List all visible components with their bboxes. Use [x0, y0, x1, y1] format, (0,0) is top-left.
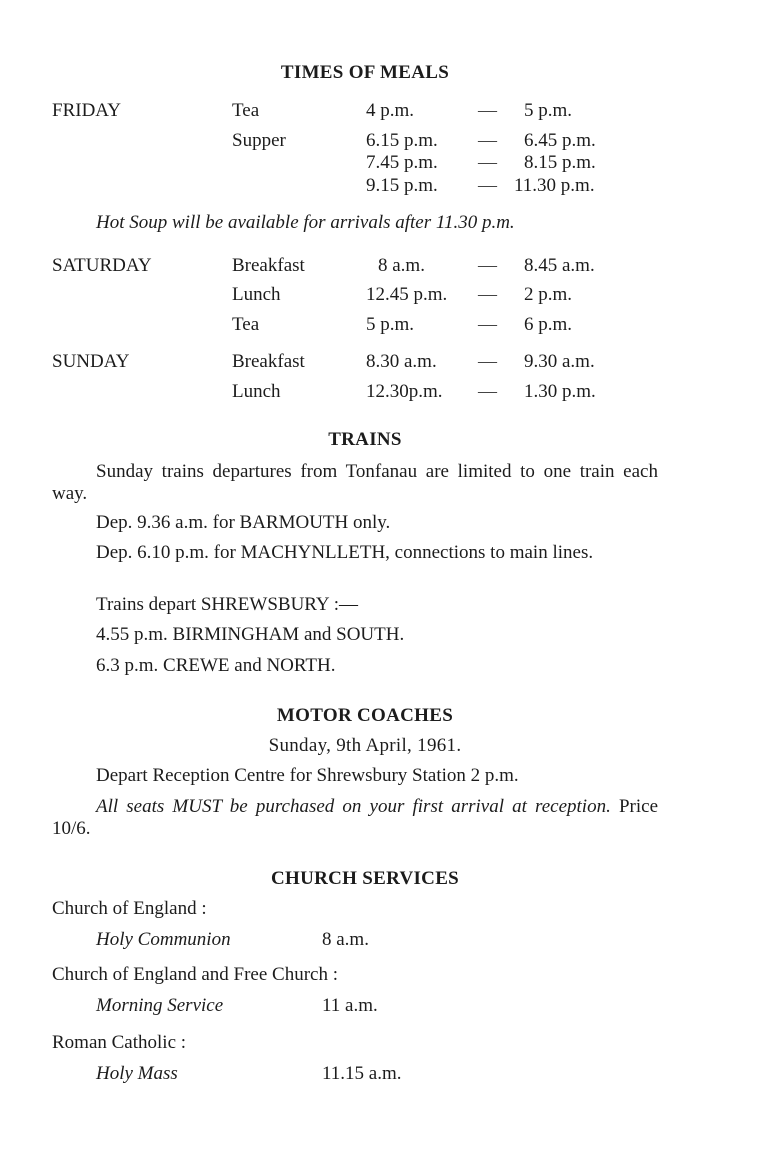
meal-end: 6 p.m.: [524, 314, 573, 335]
trains-line-shrewsbury: Trains depart SHREWSBURY :—: [96, 594, 358, 615]
service-name: Holy Communion: [96, 929, 231, 950]
meal-dash: —: [478, 351, 497, 372]
meal-start: 8 a.m.: [378, 255, 425, 276]
day-saturday: SATURDAY: [52, 255, 152, 276]
meal-start: 7.45 p.m.: [366, 152, 438, 173]
meal-name: Breakfast: [232, 255, 305, 276]
trains-paragraph-1: Sunday trains departures from Tonfanau are limited to one train each way.: [52, 461, 658, 504]
meal-dash: —: [478, 175, 497, 196]
trains-paragraph-2: Dep. 6.10 p.m. for MACHYNLLETH, connections to main lines.: [96, 542, 594, 563]
meal-dash: —: [478, 255, 497, 276]
coaches-heading: MOTOR COACHES: [276, 705, 454, 726]
church-heading: CHURCH SERVICES: [270, 868, 460, 889]
denomination-roman-catholic: Roman Catholic :: [52, 1032, 187, 1053]
service-time: 8 a.m.: [322, 929, 369, 950]
meal-end: 2 p.m.: [524, 284, 573, 305]
meal-start: 8.30 a.m.: [366, 351, 437, 372]
service-name: Holy Mass: [96, 1063, 178, 1084]
meal-end: 8.15 p.m.: [524, 152, 596, 173]
day-friday: FRIDAY: [52, 100, 121, 121]
meal-end: 5 p.m.: [524, 100, 573, 121]
day-sunday: SUNDAY: [52, 351, 130, 372]
service-name: Morning Service: [96, 995, 224, 1016]
meal-end: 11.30 p.m.: [514, 175, 595, 196]
meal-name: Lunch: [232, 381, 281, 402]
trains-line-crewe: 6.3 p.m. CREWE and NORTH.: [96, 655, 336, 676]
coaches-seats-italic: All seats MUST be purchased on your first arrival at reception.: [96, 796, 611, 817]
coaches-date: Sunday, 9th April, 1961.: [268, 735, 462, 756]
meal-start: 4 p.m.: [366, 100, 415, 121]
meal-name: Tea: [232, 314, 260, 335]
meal-dash: —: [478, 130, 497, 151]
meal-end: 6.45 p.m.: [524, 130, 596, 151]
trains-line-birmingham: 4.55 p.m. BIRMINGHAM and SOUTH.: [96, 624, 405, 645]
service-time: 11.15 a.m.: [322, 1063, 402, 1084]
meal-name: Breakfast: [232, 351, 305, 372]
meal-end: 9.30 a.m.: [524, 351, 595, 372]
denomination-cofe-free: Church of England and Free Church :: [52, 964, 338, 985]
meal-start: 12.30p.m.: [366, 381, 443, 402]
coaches-price: Price 10/6.: [52, 796, 659, 839]
meal-start: 9.15 p.m.: [366, 175, 438, 196]
hot-soup-note: Hot Soup will be available for arrivals after 11.30 p.m.: [96, 212, 515, 233]
meal-dash: —: [478, 152, 497, 173]
meal-name: Supper: [232, 130, 286, 151]
meal-name: Tea: [232, 100, 260, 121]
coaches-seats-note: [52, 796, 658, 840]
trains-heading: TRAINS: [328, 429, 402, 450]
meal-end: 8.45 a.m.: [524, 255, 595, 276]
denomination-cofe: Church of England :: [52, 898, 207, 919]
trains-line-barmouth: Dep. 9.36 a.m. for BARMOUTH only.: [96, 512, 391, 533]
meal-end: 1.30 p.m.: [524, 381, 596, 402]
meal-dash: —: [478, 381, 497, 402]
coaches-depart: Depart Reception Centre for Shrewsbury Station 2 p.m.: [96, 765, 519, 786]
meal-dash: —: [478, 284, 497, 305]
meal-start: 12.45 p.m.: [366, 284, 448, 305]
meal-dash: —: [478, 100, 497, 121]
meals-heading: TIMES OF MEALS: [280, 62, 450, 83]
meal-name: Lunch: [232, 284, 281, 305]
service-time: 11 a.m.: [322, 995, 378, 1016]
meal-start: 6.15 p.m.: [366, 130, 438, 151]
meal-dash: —: [478, 314, 497, 335]
meal-start: 5 p.m.: [366, 314, 415, 335]
